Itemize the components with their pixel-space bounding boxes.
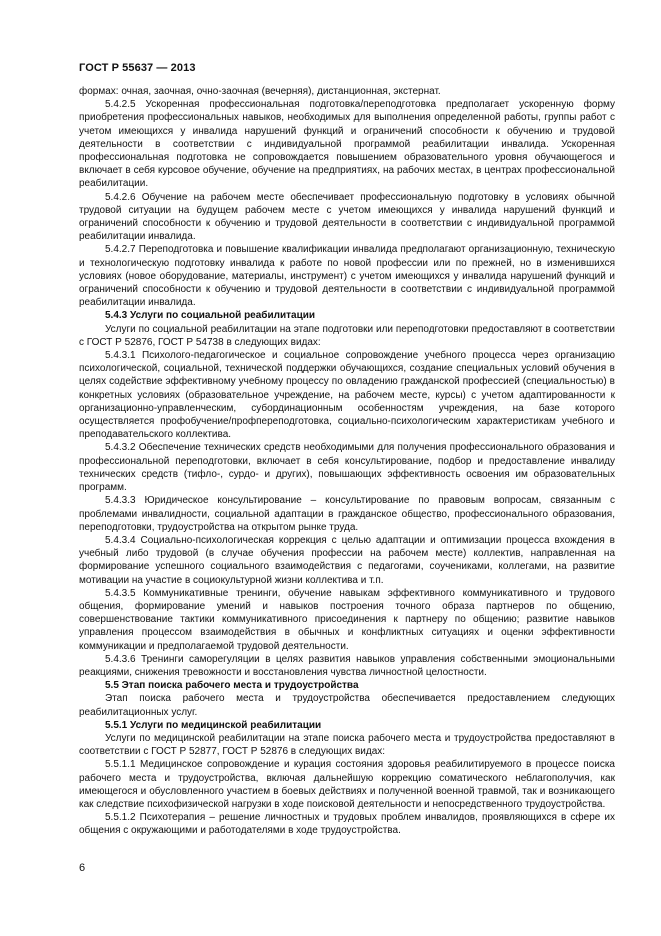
- section-heading: 5.5 Этап поиска рабочего места и трудоустройства: [105, 680, 359, 692]
- paragraph: 5.4.3.5 Коммуникативные тренинги, обучение навыкам эффективного коммуникативного и трудового общения, формирование умений и навыков построения точного образа партнеров по общению, совершенствование тактики коммуникативного присоединения к партнеру по общению; развитие навыков управления процессом взаимодействия в обычных и конфликтных ситуациях и оценки эффективности коммуникации и предполагаемой трудовой деятельности.: [79, 587, 615, 652]
- paragraph: 5.4.2.6 Обучение на рабочем месте обеспечивает профессиональную подготовку в условиях обычной трудовой ситуации на будущем рабочем месте с учетом имеющихся у инвалида нарушений функций и ограничений способности к обучению и трудовой деятельности в соответствии с индивидуальной программой реабилитации инвалида.: [79, 191, 615, 243]
- paragraph: 5.4.3.4 Социально-психологическая коррекция с целью адаптации и оптимизации процесса вхождения в учебный либо трудовой (в случае обучения профессии на рабочем месте) коллектив, направленная на формирование успешного социального взаимодействия с педагогами, соучениками, коллегами, на развитие мотивации на участие в социокультурной жизни коллектива и т.п.: [79, 534, 615, 586]
- document-body: [79, 85, 615, 838]
- page-header: ГОСТ Р 55637 — 2013: [79, 62, 196, 74]
- paragraph: 5.4.3.2 Обеспечение технических средств необходимыми для получения профессионального образования и профессиональной переподготовки, включает в себя консультирование, подбор и предоставление инвалиду технических средств (тифло-, сурдо- и других), повышающих эффективность освоения им образовательных программ.: [79, 442, 615, 494]
- paragraph: формах: очная, заочная, очно-заочная (вечерняя), дистанционная, экстернат.: [79, 86, 441, 97]
- paragraph: Этап поиска рабочего места и трудоустройства обеспечивается предоставлением следующих реабилитационных услуг.: [79, 693, 615, 718]
- paragraph: 5.4.2.5 Ускоренная профессиональная подготовка/переподготовка предполагает ускоренную форму приобретения профессиональных навыков, необходимых для выполнения определенной работы, группы работ с учетом имеющихся у инвалида нарушений функций и ограничений способности к обучению и трудовой деятельности в соответствии с индивидуальной программой реабилитации инвалида. Ускоренная профессиональная подготовка не сопровождается повышением образовательного уровня обучающегося и включает в себя курсовое обучение, обучение на предприятиях, на рабочих местах, в центрах профессиональной реабилитации.: [79, 99, 615, 190]
- paragraph: 5.5.1.2 Психотерапия – решение личностных и трудовых проблем инвалидов, проявляющихся в сфере их общения с окружающими и работодателями в ходе трудоустройства.: [79, 812, 615, 837]
- paragraph: 5.5.1.1 Медицинское сопровождение и курация состояния здоровья реабилитируемого в процессе поиска рабочего места и трудоустройства, включая дальнейшую коррекцию соматического неблагополучия, как имеющегося и обусловленного участием в боевых действиях и полученной военной травмой, так и возникающего как следствие психофизической нагрузки в ходе поисковой деятельности и непосредственного трудоустройства.: [79, 759, 615, 810]
- section-heading: 5.4.3 Услуги по социальной реабилитации: [105, 310, 316, 322]
- paragraph: 5.4.3.6 Тренинги саморегуляции в целях развития навыков управления собственными эмоциональными реакциями, снижения тревожности и восстановления чувства личностной целостности.: [79, 653, 615, 678]
- paragraph: Услуги по медицинской реабилитации на этапе поиска рабочего места и трудоустройства предоставляют в соответствии с ГОСТ Р 52877, ГОСТ Р 52876 в следующих видах:: [79, 732, 615, 758]
- page-number: 6: [79, 862, 86, 874]
- paragraph: 5.4.3.1 Психолого-педагогическое и социальное сопровождение учебного процесса через организацию психологической, социальной, технической поддержки обучающихся, создание специальных условий обучения в целях содействие эффективному учебному процессу по овладению гражданской профессией (специальностью) в конкретных условиях (образовательное учреждение, на рабочем месте, курсы) с учетом адаптированности к организационно-управленческим, субординационным особенностям учреждения, на базе которого осуществляется профобучение/профпереподготовка, социально-психологическим характеристикам учебного и преподавательского коллектива.: [79, 350, 615, 441]
- section-heading: 5.5.1 Услуги по медицинской реабилитации: [105, 719, 322, 731]
- paragraph: Услуги по социальной реабилитации на этапе подготовки или переподготовки предоставляют в соответствии с ГОСТ Р 52876, ГОСТ Р 54738 в следующих видах:: [79, 323, 615, 348]
- paragraph: 5.4.3.3 Юридическое консультирование – консультирование по правовым вопросам, связанным с проблемами инвалидности, социальной адаптации в гражданское общество, профессионального образования, переподготовки, трудоустройства на открытом рынке труда.: [79, 495, 615, 533]
- paragraph: 5.4.2.7 Переподготовка и повышение квалификации инвалида предполагают организационную, техническую и технологическую подготовку инвалида к работе по новой профессии или по прежней, но в изменившихся условиях (новое оборудование, материалы, инструмент) с учетом имеющихся у инвалида нарушений функций и ограничений способности к обучению и трудовой деятельности в соответствии с индивидуальной программой реабилитации инвалида.: [79, 244, 615, 309]
